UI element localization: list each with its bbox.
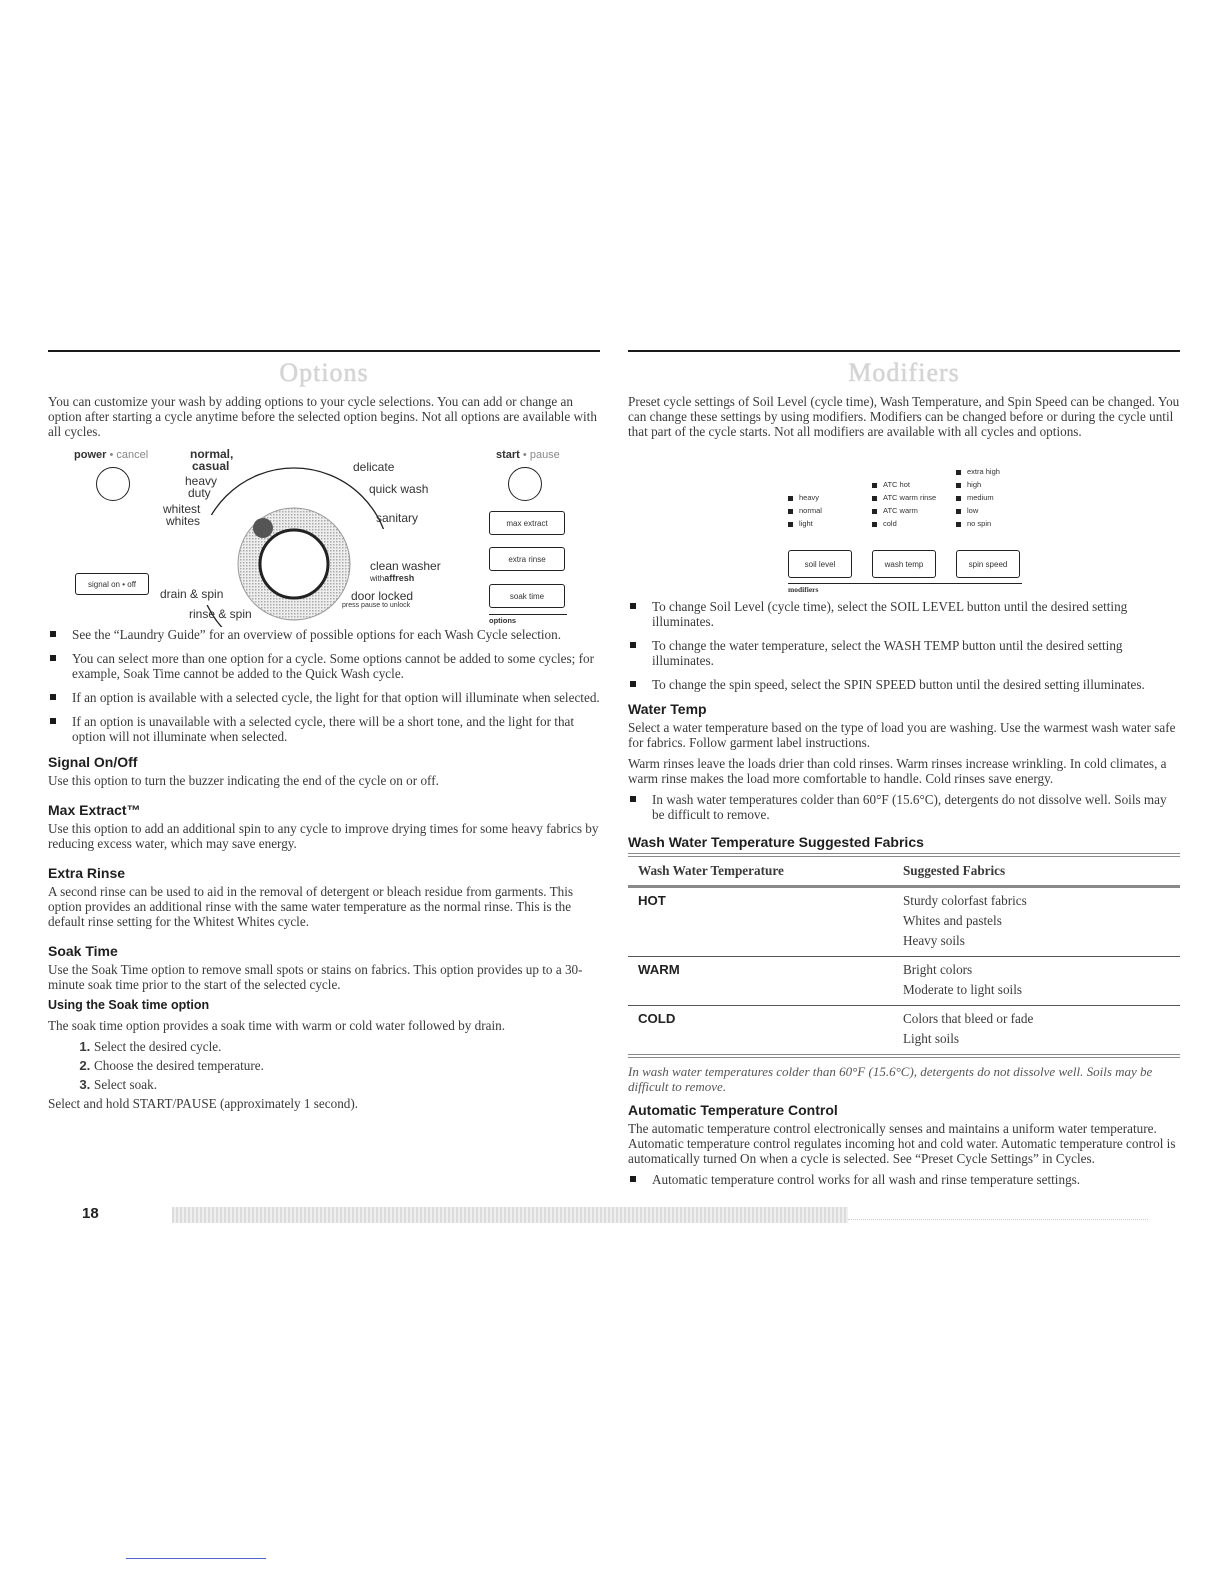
legend-item: ATC warm rinse [872, 491, 936, 504]
table-fabrics-cell [893, 1006, 1180, 1057]
max-extract-text: Use this option to add an additional spin to any cycle to improve drying times for some heavy fabrics by reducing excess water, which may save energy. [48, 821, 599, 851]
legend-item: extra high [956, 465, 1000, 478]
washer-control-panel [48, 445, 600, 627]
fabric-item: Bright colors [902, 962, 973, 977]
fabric-item: Colors that bleed or fade [902, 1011, 1034, 1026]
table-fabrics-cell [893, 887, 1180, 957]
cycle-drain-spin: drain & spin [160, 587, 224, 601]
dial-center [260, 530, 328, 598]
table-temp-cell: COLD [628, 1006, 893, 1057]
modifiers-caption-rule [788, 583, 1022, 584]
press-pause-note: press pause to unlock [342, 602, 411, 609]
dial-pointer-icon [253, 518, 273, 538]
table-row [628, 1006, 1180, 1057]
max-extract-heading: Max Extract™ [48, 802, 141, 818]
soak-time-button[interactable]: soak time [489, 584, 565, 608]
fabric-item: Moderate to light soils [902, 982, 1022, 997]
options-title: Options [279, 358, 369, 387]
footer-dotted-line [848, 1219, 1148, 1220]
legend-item: ATC hot [872, 478, 936, 491]
wash-temp-button[interactable]: wash temp [872, 550, 936, 578]
table-note: In wash water temperatures colder than 60°F (15.6°C), detergents do not dissolve well. Soils may be difficult to remove. [628, 1064, 1153, 1094]
list-item: If an option is available with a selected cycle, the light for that option will illuminate when selected. [48, 690, 600, 705]
spin-speed-button[interactable]: spin speed [956, 550, 1020, 578]
signal-text: Use this option to turn the buzzer indicating the end of the cycle on or off. [48, 773, 439, 788]
extra-rinse-heading: Extra Rinse [48, 865, 126, 881]
options-column [48, 350, 600, 1117]
cycle-clean-washer: clean washer [370, 559, 441, 573]
legend-item: normal [788, 504, 822, 517]
start-pause-button[interactable] [508, 467, 542, 501]
options-top-rule [48, 350, 600, 352]
modifiers-column [628, 350, 1180, 1196]
cycle-sanitary: sanitary [376, 511, 419, 525]
wash-temp-legend [872, 478, 936, 530]
legend-item: no spin [956, 517, 1000, 530]
signal-button[interactable]: signal on • off [75, 573, 149, 595]
table-header-row [628, 855, 1180, 887]
water-temp-p2: Warm rinses leave the loads drier than cold rinses. Warm rinses increase wrinkling. In cold climates, a warm rinse makes the load more comfortable to handle. Cold rinses save energy. [628, 756, 1167, 786]
table-temp-cell: WARM [628, 957, 893, 1006]
water-temp-heading: Water Temp [628, 701, 707, 717]
modifier-panel [628, 445, 1180, 594]
modifiers-bullet-list [628, 599, 1180, 692]
options-intro: You can customize your wash by adding options to your cycle selections. You can add or change an option after starting a cycle anytime before the selected option begins. Not all options are available with all cycles. [48, 394, 597, 439]
table-title: Wash Water Temperature Suggested Fabrics [628, 834, 924, 850]
list-item: To change the water temperature, select the WASH TEMP button until the desired setting illuminates. [628, 638, 1180, 668]
table-row [628, 957, 1180, 1006]
fabric-item: Heavy soils [902, 933, 965, 948]
modifiers-top-rule [628, 350, 1180, 352]
water-temp-p1: Select a water temperature based on the type of load you are washing. Use the warmest wash water safe for fabrics. Follow garment label instructions. [628, 720, 1176, 750]
list-item: To change Soil Level (cycle time), select the SOIL LEVEL button until the desired setting illuminates. [628, 599, 1180, 629]
soak-sub-heading: Using the Soak time option [48, 998, 210, 1012]
legend-item: heavy [788, 491, 822, 504]
power-label: power • cancel [74, 449, 149, 461]
cycle-rinse-spin: rinse & spin [189, 607, 252, 621]
soak-final: Select and hold START/PAUSE (approximately 1 second). [48, 1096, 359, 1111]
page-number: 18 [82, 1205, 99, 1222]
fabric-item: Whites and pastels [902, 913, 1002, 928]
soak-steps [48, 1039, 600, 1092]
legend-item: ATC warm [872, 504, 936, 517]
list-item: 2. Choose the desired temperature. [94, 1058, 600, 1073]
cycle-normal: normal, [190, 447, 234, 461]
legend-item: light [788, 517, 822, 530]
table-fabrics-cell [893, 957, 1180, 1006]
list-item: 3. Select soak. [94, 1077, 600, 1092]
soil-level-button[interactable]: soil level [788, 550, 852, 578]
bottom-link-rule [126, 1558, 266, 1559]
temperature-table [628, 853, 1180, 1058]
soak-sub-text: The soak time option provides a soak time with warm or cold water followed by drain. [48, 1018, 506, 1033]
soak-time-heading: Soak Time [48, 943, 118, 959]
soak-time-text: Use the Soak Time option to remove small spots or stains on fabrics. This option provides up to a 30-minute soak time prior to the start of the selected cycle. [48, 962, 583, 992]
affresh-logo: withaffresh [370, 573, 415, 583]
door-locked-indicator: door locked [351, 589, 414, 603]
list-item: If an option is unavailable with a selected cycle, there will be a short tone, and the light for that option will not illuminate when selected. [48, 714, 600, 744]
fabric-item: Sturdy colorfast fabrics [902, 893, 1027, 908]
atc-text: The automatic temperature control electronically senses and maintains a uniform water temperature. Automatic temperature control regulates incoming hot and cold water. Automatic temperature control is automatically turned On when a cycle is selected. See “Preset Cycle Settings” in Cycles. [628, 1121, 1176, 1166]
cycle-duty: duty [188, 486, 211, 500]
cycle-whitest: whitest [163, 502, 201, 516]
cycle-quick-wash: quick wash [369, 482, 429, 496]
list-item: Automatic temperature control works for all wash and rinse temperature settings. [628, 1172, 1180, 1187]
modifiers-intro: Preset cycle settings of Soil Level (cycle time), Wash Temperature, and Spin Speed can be changed. You can change these settings by using modifiers. Modifiers can be changed before or during the cycle until that part of the cycle starts. Not all modifiers are available with all cycles and options. [628, 394, 1180, 439]
cycle-heavy: heavy [185, 474, 218, 488]
signal-heading: Signal On/Off [48, 754, 138, 770]
legend-item: low [956, 504, 1000, 517]
footer-bar [172, 1207, 848, 1223]
fabric-item: Light soils [902, 1031, 960, 1046]
list-item: See the “Laundry Guide” for an overview of possible options for each Wash Cycle selection. [48, 627, 600, 642]
atc-bullets [628, 1172, 1180, 1187]
list-item: You can select more than one option for a cycle. Some options cannot be added to some cycles; for example, Soak Time cannot be added to the Quick Wash cycle. [48, 651, 600, 681]
atc-heading: Automatic Temperature Control [628, 1102, 838, 1118]
modifiers-caption: modifiers [788, 585, 819, 594]
table-row [628, 887, 1180, 957]
table-header-cell: Suggested Fabrics [893, 855, 1180, 887]
cycle-delicate: delicate [353, 460, 395, 474]
legend-item: cold [872, 517, 936, 530]
soil-level-legend [788, 491, 822, 530]
extra-rinse-button[interactable]: extra rinse [489, 547, 565, 571]
legend-item: medium [956, 491, 1000, 504]
table-header-cell: Wash Water Temperature [628, 855, 893, 887]
page-footer [48, 1205, 1180, 1225]
legend-item: high [956, 478, 1000, 491]
list-item: 1. Select the desired cycle. [94, 1039, 600, 1054]
start-label: start • pause [496, 449, 560, 461]
max-extract-button[interactable]: max extract [489, 511, 565, 535]
cycle-whites: whites [166, 514, 201, 528]
list-item: To change the spin speed, select the SPIN SPEED button until the desired setting illuminates. [628, 677, 1180, 692]
table-temp-cell: HOT [628, 887, 893, 957]
cycle-casual: casual [192, 459, 230, 473]
modifiers-title: Modifiers [848, 358, 960, 387]
list-item: In wash water temperatures colder than 60°F (15.6°C), detergents do not dissolve well. Soils may be difficult to remove. [628, 792, 1180, 822]
options-caption: options [489, 616, 517, 625]
spin-speed-legend [956, 465, 1000, 530]
water-temp-bullets [628, 792, 1180, 822]
options-caption-rule [489, 614, 567, 615]
extra-rinse-text: A second rinse can be used to aid in the removal of detergent or bleach residue from garments. This option provides an additional rinse with the same water temperature as the normal rinse. This is the default rinse setting for the Whitest Whites cycle. [48, 884, 574, 929]
options-bullet-list [48, 627, 600, 744]
